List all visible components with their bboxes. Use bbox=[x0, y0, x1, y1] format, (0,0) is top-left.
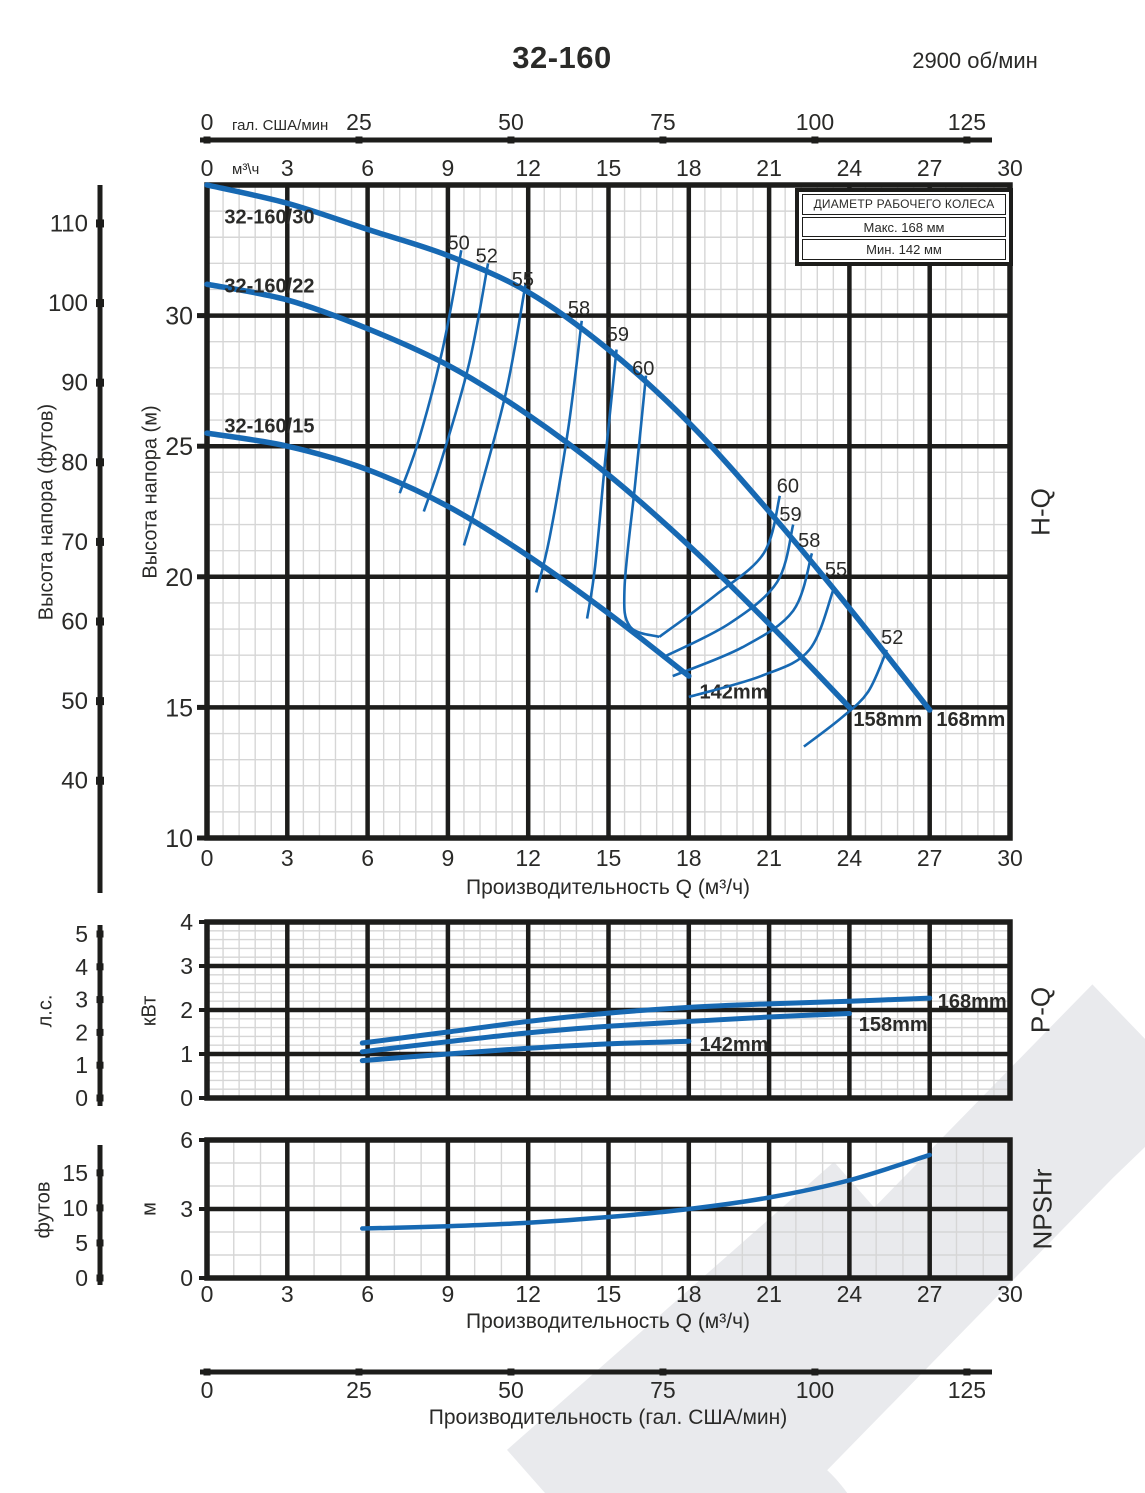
svg-text:125: 125 bbox=[947, 1377, 987, 1403]
svg-text:27: 27 bbox=[916, 845, 943, 871]
x-axis-caption-main: Производительность Q (м³/ч) bbox=[465, 876, 751, 899]
axis-title-m: м bbox=[138, 1202, 161, 1216]
svg-text:100: 100 bbox=[795, 1377, 835, 1403]
svg-text:24: 24 bbox=[836, 1281, 863, 1307]
svg-text:21: 21 bbox=[756, 155, 782, 181]
svg-text:4: 4 bbox=[75, 953, 88, 980]
svg-text:2: 2 bbox=[180, 997, 193, 1023]
svg-text:50: 50 bbox=[498, 1377, 524, 1403]
svg-text:15: 15 bbox=[595, 1281, 622, 1307]
svg-text:6: 6 bbox=[361, 845, 374, 871]
svg-text:1: 1 bbox=[75, 1052, 88, 1079]
svg-text:0: 0 bbox=[180, 1265, 193, 1291]
svg-text:75: 75 bbox=[650, 1377, 676, 1403]
svg-text:60: 60 bbox=[61, 608, 88, 636]
svg-text:50: 50 bbox=[61, 688, 88, 716]
svg-text:24: 24 bbox=[836, 845, 863, 871]
svg-text:18: 18 bbox=[676, 155, 702, 181]
svg-text:142mm: 142mm bbox=[699, 1033, 769, 1056]
svg-text:100: 100 bbox=[795, 109, 835, 135]
svg-text:30: 30 bbox=[997, 155, 1023, 181]
svg-text:32-160/15: 32-160/15 bbox=[224, 415, 315, 438]
svg-text:6: 6 bbox=[180, 1127, 193, 1153]
svg-text:0: 0 bbox=[200, 1377, 214, 1403]
svg-text:30: 30 bbox=[165, 302, 193, 331]
svg-text:142mm: 142mm bbox=[699, 681, 769, 704]
svg-text:110: 110 bbox=[49, 210, 88, 238]
svg-text:58: 58 bbox=[567, 297, 591, 320]
svg-text:0: 0 bbox=[180, 1085, 193, 1111]
svg-text:5: 5 bbox=[75, 1229, 88, 1256]
svg-text:4: 4 bbox=[180, 909, 193, 935]
svg-text:52: 52 bbox=[475, 245, 498, 268]
svg-text:52: 52 bbox=[881, 626, 904, 649]
svg-text:3: 3 bbox=[280, 155, 294, 181]
svg-text:32-160/30: 32-160/30 bbox=[224, 206, 315, 229]
svg-text:0: 0 bbox=[200, 1281, 214, 1307]
page-title: 32-160 bbox=[512, 40, 612, 75]
svg-text:40: 40 bbox=[61, 767, 88, 795]
svg-text:90: 90 bbox=[61, 369, 88, 397]
impeller-box-header: ДИАМЕТР РАБОЧЕГО КОЛЕСА bbox=[802, 194, 1006, 215]
svg-text:125: 125 bbox=[947, 109, 987, 135]
axis-title-feet: футов bbox=[32, 1181, 55, 1239]
svg-text:9: 9 bbox=[441, 155, 455, 181]
x-axis-caption-npsh: Производительность Q (м³/ч) bbox=[465, 1310, 751, 1333]
svg-text:158mm: 158mm bbox=[853, 709, 923, 732]
svg-text:9: 9 bbox=[441, 1281, 455, 1307]
svg-text:20: 20 bbox=[165, 563, 193, 592]
svg-text:100: 100 bbox=[47, 290, 88, 318]
svg-text:3: 3 bbox=[180, 1196, 193, 1222]
svg-text:168mm: 168mm bbox=[936, 709, 1006, 732]
svg-text:50: 50 bbox=[498, 109, 524, 135]
svg-text:27: 27 bbox=[916, 1281, 943, 1307]
chart-side-label-npshr: NPSHr bbox=[1027, 1168, 1058, 1250]
svg-text:58: 58 bbox=[798, 530, 821, 553]
axis-title-head-feet: Высота напора (футов) bbox=[35, 403, 58, 621]
svg-text:3: 3 bbox=[280, 845, 294, 871]
svg-text:168mm: 168mm bbox=[937, 991, 1007, 1014]
axis-title-kw: кВт bbox=[138, 995, 161, 1027]
svg-text:80: 80 bbox=[61, 449, 88, 477]
svg-text:5: 5 bbox=[75, 921, 88, 947]
svg-text:55: 55 bbox=[511, 269, 534, 292]
svg-text:30: 30 bbox=[997, 1281, 1023, 1307]
svg-text:3: 3 bbox=[75, 986, 88, 1013]
chart-side-label-pq: P-Q bbox=[1025, 986, 1056, 1034]
svg-text:2: 2 bbox=[75, 1019, 88, 1046]
svg-text:158mm: 158mm bbox=[858, 1014, 928, 1037]
svg-text:3: 3 bbox=[280, 1281, 294, 1307]
chart-side-label-hq: H-Q bbox=[1025, 488, 1056, 536]
svg-text:27: 27 bbox=[916, 155, 943, 181]
svg-text:24: 24 bbox=[836, 155, 863, 181]
svg-text:0: 0 bbox=[200, 155, 214, 181]
svg-text:6: 6 bbox=[361, 155, 374, 181]
svg-text:18: 18 bbox=[676, 1281, 702, 1307]
svg-text:60: 60 bbox=[776, 475, 799, 498]
svg-text:21: 21 bbox=[756, 845, 782, 871]
impeller-box-min: Мин. 142 мм bbox=[802, 239, 1006, 260]
svg-text:55: 55 bbox=[824, 558, 848, 581]
svg-text:9: 9 bbox=[441, 845, 455, 871]
svg-text:30: 30 bbox=[997, 845, 1023, 871]
svg-text:12: 12 bbox=[515, 155, 541, 181]
svg-text:м³\ч: м³\ч bbox=[232, 161, 260, 178]
svg-text:6: 6 bbox=[361, 1281, 374, 1307]
svg-text:59: 59 bbox=[779, 504, 802, 527]
svg-text:75: 75 bbox=[650, 109, 676, 135]
svg-text:50: 50 bbox=[447, 232, 470, 255]
svg-text:10: 10 bbox=[165, 825, 193, 853]
svg-text:15: 15 bbox=[165, 694, 193, 723]
svg-text:18: 18 bbox=[676, 845, 702, 871]
svg-text:0: 0 bbox=[75, 1265, 88, 1291]
impeller-diameter-box bbox=[795, 188, 1013, 266]
svg-text:15: 15 bbox=[595, 155, 622, 181]
svg-text:0: 0 bbox=[75, 1085, 88, 1111]
svg-text:25: 25 bbox=[346, 109, 372, 135]
svg-text:10: 10 bbox=[62, 1194, 88, 1221]
svg-text:15: 15 bbox=[62, 1159, 88, 1186]
svg-text:1: 1 bbox=[180, 1041, 193, 1067]
pump-speed: 2900 об/мин bbox=[912, 48, 1038, 73]
svg-text:12: 12 bbox=[515, 845, 541, 871]
svg-text:15: 15 bbox=[595, 845, 622, 871]
svg-text:70: 70 bbox=[61, 528, 88, 556]
axis-title-hp: л.с. bbox=[34, 994, 57, 1028]
svg-text:12: 12 bbox=[515, 1281, 541, 1307]
svg-text:59: 59 bbox=[606, 323, 629, 346]
svg-text:21: 21 bbox=[756, 1281, 782, 1307]
x-axis-caption-gpm: Производительность (гал. США/мин) bbox=[428, 1406, 788, 1429]
svg-text:3: 3 bbox=[180, 953, 193, 979]
axis-title-head-m: Высота напора (м) bbox=[139, 405, 162, 579]
svg-text:32-160/22: 32-160/22 bbox=[224, 275, 315, 298]
svg-text:гал. США/мин: гал. США/мин bbox=[232, 117, 329, 134]
svg-text:0: 0 bbox=[200, 845, 214, 871]
svg-text:25: 25 bbox=[346, 1377, 372, 1403]
svg-text:0: 0 bbox=[200, 109, 214, 135]
svg-text:25: 25 bbox=[165, 433, 193, 462]
impeller-box-max: Макс. 168 мм bbox=[802, 217, 1006, 238]
svg-text:60: 60 bbox=[632, 357, 655, 380]
